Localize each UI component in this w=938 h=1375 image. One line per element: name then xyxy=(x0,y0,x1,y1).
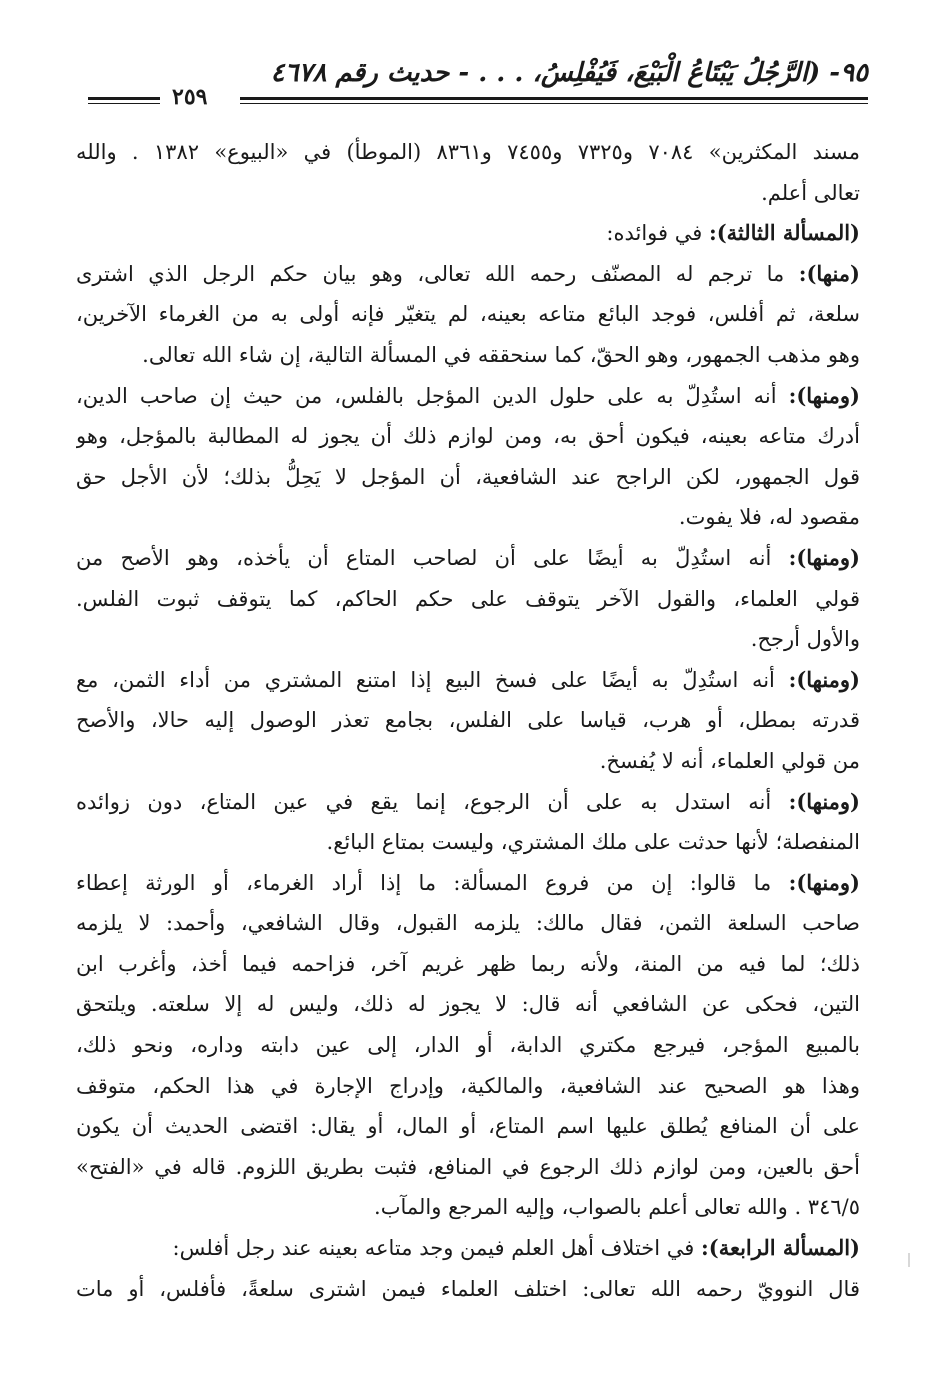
text-line xyxy=(76,579,860,620)
section-heading: (ومنها): xyxy=(788,666,860,692)
line-text: قولي العلماء، والقول الآخر يتوقف على حكم الحاكم، كما يتوقف ثبوت الفلس. xyxy=(76,586,860,611)
text-line xyxy=(76,376,860,417)
header-rule-left xyxy=(88,97,160,104)
text-line xyxy=(76,132,860,173)
line-text: في اختلاف أهل العلم فيمن وجد متاعه بعينه عند رجل أفلس: xyxy=(172,1236,701,1261)
line-text: قول الجمهور، لكن الراجح عند الشافعية، أن المؤجل لا يَحِلُّ بذلك؛ لأن الأجل حق xyxy=(76,464,860,489)
line-text: ما ترجم له المصنّف رحمه الله تعالى، وهو بيان حكم الرجل الذي اشترى xyxy=(76,261,799,286)
line-text: من قولي العلماء، أنه لا يُفسخ. xyxy=(599,748,860,773)
text-line xyxy=(76,1025,860,1066)
line-text: مقصود له، فلا يفوت. xyxy=(678,505,860,530)
line-text: قدرته بمطل، أو هرب، قياسا على الفلس، بجامع تعذر الوصول إليه حالا، والأصح xyxy=(76,708,860,733)
text-line xyxy=(76,984,860,1025)
text-line xyxy=(76,619,860,660)
line-text: ما قالوا: إن من فروع المسألة: ما إذا أراد الغرماء، أو الورثة إعطاء xyxy=(76,870,789,895)
line-text: قال النوويّ رحمه الله تعالى: اختلف العلماء فيمن اشترى سلعةً، فأفلس، أو مات xyxy=(76,1276,860,1301)
line-text: سلعة، ثم أفلس، فوجد البائع متاعه بعينه، لم يتغيّر فإنه أولى به من الغرماء الآخرين، xyxy=(76,302,860,327)
line-text: أنه استُدِلّ به أيضًا على فسخ البيع إذا امتنع المشتري من أداء الثمن، مع xyxy=(76,667,789,692)
text-line xyxy=(76,1066,860,1107)
line-text: والأول أرجح. xyxy=(750,627,860,652)
line-text: أنه استُدِلّ به أيضًا على أن لصاحب المتاع أن يأخذه، وهو الأصح من xyxy=(76,545,789,570)
section-heading: (منها): xyxy=(798,260,860,286)
text-line xyxy=(76,1106,860,1147)
line-text: أنه استدل به على أن الرجوع، إنما يقع في عين المتاع، دون زوائده xyxy=(76,789,789,814)
text-line xyxy=(76,213,860,254)
line-text: مسند المكثرين» ٧٠٨٤ و٧٣٢٥ و٧٤٥٥ و٨٣٦١ (الموطأ) في «البيوع» ١٣٨٢ . والله xyxy=(76,140,860,164)
text-line xyxy=(76,335,860,376)
text-line xyxy=(76,1187,860,1228)
section-heading: (المسألة الثالثة): xyxy=(708,220,860,246)
text-line xyxy=(76,173,860,214)
text-line xyxy=(76,538,860,579)
text-line xyxy=(76,903,860,944)
line-text: أدرك متاعه بعينه، فيكون أحق به، ومن لوازم ذلك أن يجوز له المطالبة بالمؤجل، وهو xyxy=(76,424,860,449)
section-heading: (ومنها): xyxy=(788,382,860,408)
page-header xyxy=(88,56,868,116)
section-heading: (المسألة الرابعة): xyxy=(701,1235,860,1261)
section-heading: (ومنها): xyxy=(788,544,860,570)
text-line xyxy=(76,700,860,741)
line-text: وهذا هو الصحيح عند الشافعية، والمالكية، وإدراج الإجارة في هذا الحكم، متوقف xyxy=(76,1073,860,1098)
line-text: المنفصلة؛ لأنها حدثت على ملك المشتري، وليست بمتاع البائع. xyxy=(326,830,860,855)
text-line xyxy=(76,1228,860,1269)
text-line xyxy=(76,294,860,335)
text-line xyxy=(76,660,860,701)
text-line xyxy=(76,1269,860,1310)
line-text: ٣٤٦/٥ . والله تعالى أعلم بالصواب، وإليه المرجع والمآب. xyxy=(374,1195,860,1220)
line-text: صاحب السلعة الثمن، فقال مالك: يلزمه القبول، وقال الشافعي، وأحمد: لا يلزمه xyxy=(76,911,860,936)
text-line xyxy=(76,1147,860,1188)
text-line xyxy=(76,416,860,457)
section-heading: (ومنها): xyxy=(788,788,860,814)
text-line xyxy=(76,782,860,823)
line-text: بالمبيع المؤجر، فيرجع مكتري الدابة، أو الدار، إلى عين دابته وداره، ونحو ذلك، xyxy=(76,1033,860,1058)
main-text xyxy=(76,132,860,1309)
text-line xyxy=(76,497,860,538)
header-rule-right xyxy=(240,97,868,104)
line-text: أنه استُدِلّ به على حلول الدين المؤجل بالفلس، من حيث إن صاحب الدين، xyxy=(76,383,789,408)
line-text: في فوائده: xyxy=(606,221,709,246)
scan-artifact xyxy=(908,1253,910,1267)
running-title: ٩٥- (الرَّجُلُ يَبْتَاعُ الْبَيْعَ، فَيُفْلِسُ، . . . - حديث رقم ٤٦٧٨ xyxy=(270,58,868,88)
line-text: التين، فحكى عن الشافعي أنه قال: لا يجوز له ذلك، وليس له إلا سلعته. ويلتحق xyxy=(76,992,860,1017)
section-heading: (ومنها): xyxy=(788,869,860,895)
line-text: أحق بالعين، ومن لوازم ذلك الرجوع في المنافع، فثبت بطريق اللزوم. قاله في «الفتح» xyxy=(76,1154,860,1179)
line-text: وهو مذهب الجمهور، وهو الحقّ، كما سنحققه في المسألة التالية، إن شاء الله تعالى. xyxy=(142,342,860,367)
line-text: على أن المنافع يُطلق عليها اسم المتاع، أو المال، أو يقال: اقتضى الحديث أن يكون xyxy=(76,1114,860,1139)
text-line xyxy=(76,254,860,295)
text-line xyxy=(76,457,860,498)
line-text: تعالى أعلم. xyxy=(761,180,860,205)
page-number: ٢٥٩ xyxy=(172,84,208,110)
text-line xyxy=(76,741,860,782)
text-line xyxy=(76,944,860,985)
text-line xyxy=(76,863,860,904)
line-text: ذلك؛ لما فيه من المنة، ولأنه ربما ظهر غريم آخر، فزاحمه فيما أخذ، وأغرب ابن xyxy=(76,951,860,976)
text-line xyxy=(76,822,860,863)
